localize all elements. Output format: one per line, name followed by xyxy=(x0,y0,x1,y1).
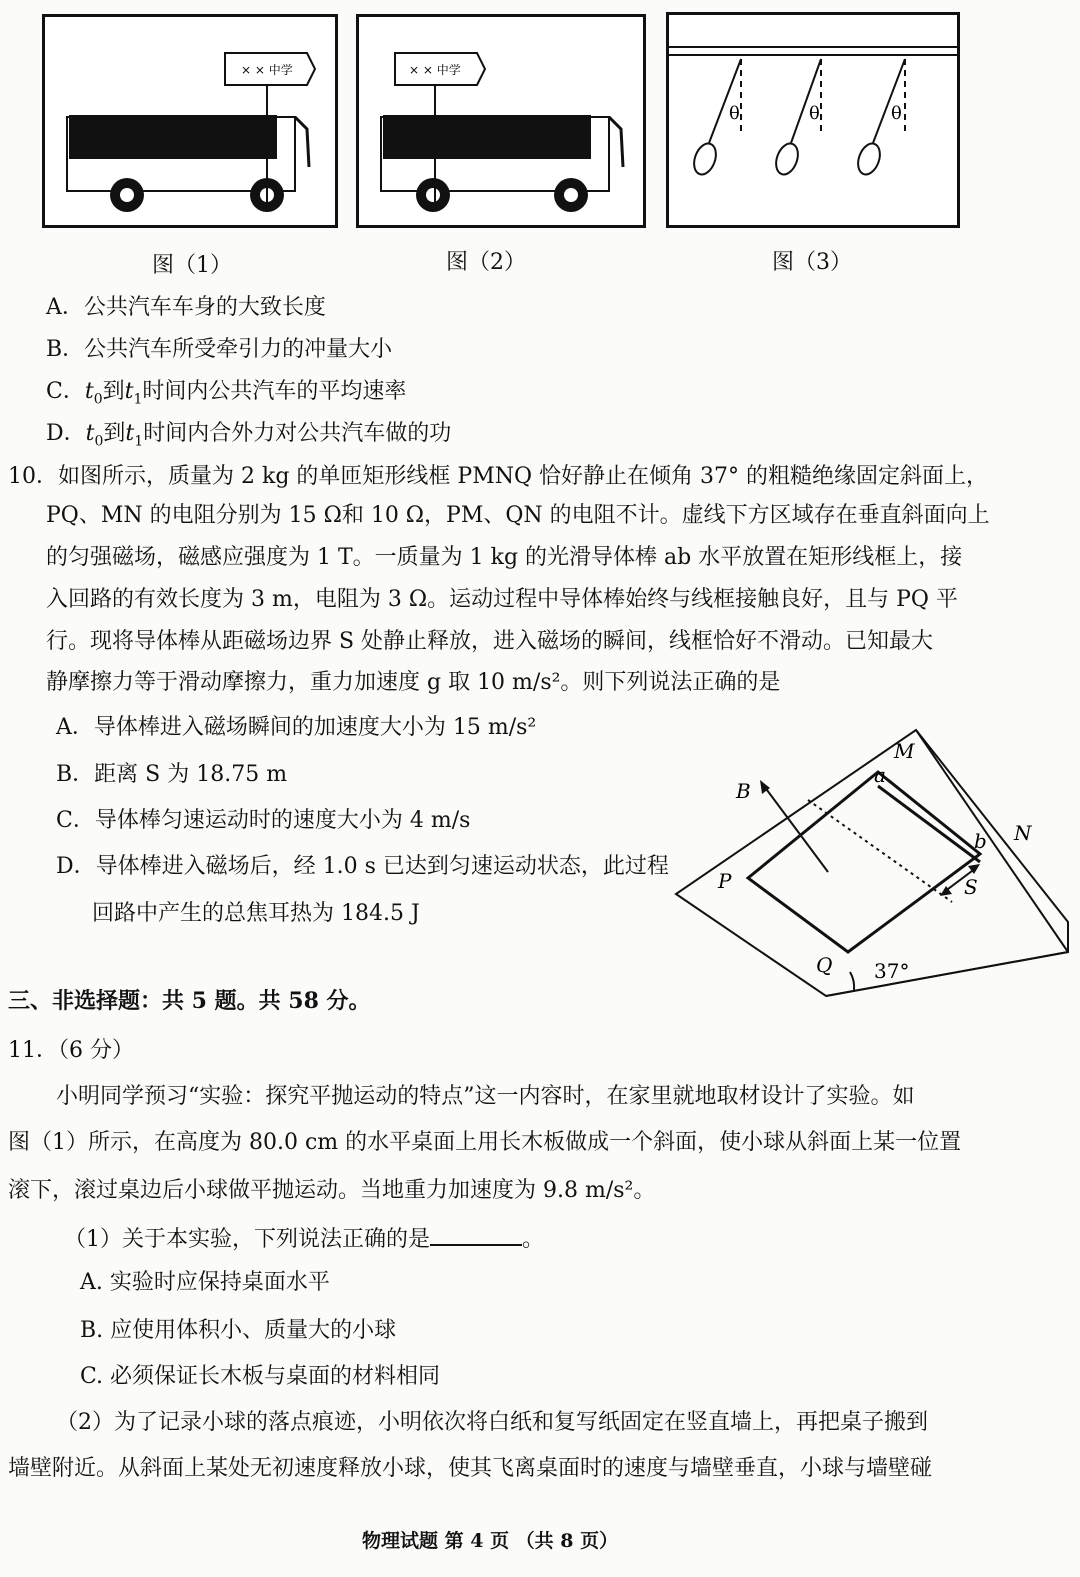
theta-label-3: θ xyxy=(891,103,902,124)
figure-3-caption: 图（3） xyxy=(772,250,852,275)
q11-sub2-line-1: （2）为了记录小球的落点痕迹，小明依次将白纸和复写纸固定在竖直墙上，再把桌子搬到 xyxy=(56,1410,929,1435)
q10-stem-line-6: 静摩擦力等于滑动摩擦力，重力加速度 g 取 10 m/s²。则下列说法正确的是 xyxy=(46,670,781,695)
q10-incline-diagram xyxy=(668,722,1078,1002)
q10-stem-line-1: 10．如图所示，质量为 2 kg 的单匝矩形线框 PMNQ 恰好静止在倾角 37° 的粗糙绝缘固定斜面上， xyxy=(8,464,988,489)
q10-stem-line-2: PQ、MN 的电阻分别为 15 Ω和 10 Ω，PM、QN 的电阻不计。虚线下方区域存在垂直斜面向上 xyxy=(46,503,990,528)
label-b-field: B xyxy=(736,779,751,803)
q10-stem-line-5: 行。现将导体棒从距磁场边界 S 处静止释放，进入磁场的瞬间，线框恰好不滑动。已知最大 xyxy=(46,629,934,654)
figure-1-caption: 图（1） xyxy=(152,253,232,278)
label-q: Q xyxy=(816,953,833,977)
label-angle: 37° xyxy=(874,959,910,983)
q10-option-d-continued: 回路中产生的总焦耳热为 184.5 J xyxy=(92,901,420,926)
label-a: a xyxy=(874,763,886,787)
pendulum-illustration xyxy=(669,15,957,225)
q11-stem-line-1: 小明同学预习“实验：探究平抛运动的特点”这一内容时，在家里就地取材设计了实验。如 xyxy=(56,1084,915,1109)
page-footer: 物理试题 第 4 页 （共 8 页） xyxy=(362,1530,619,1552)
q10-option-a: A．导体棒进入磁场瞬间的加速度大小为 15 m/s² xyxy=(56,715,537,740)
q9-option-d: D．$t_0$到$t_1$时间内合外力对公共汽车做的功 xyxy=(46,421,452,450)
sign-text-1: × × 中学 xyxy=(241,63,293,77)
q11-number: 11．（6 分） xyxy=(8,1038,134,1063)
q11-option-c: C. 必须保证长木板与桌面的材料相同 xyxy=(80,1364,441,1389)
label-p: P xyxy=(718,869,732,893)
sign-text-2: × × 中学 xyxy=(409,63,461,77)
theta-label-1: θ xyxy=(729,103,740,124)
bus-illustration-2 xyxy=(359,17,643,225)
label-m: M xyxy=(894,739,915,763)
q10-number: 10． xyxy=(8,464,58,489)
q10-stem-line-4: 入回路的有效长度为 3 m，电阻为 3 Ω。运动过程中导体棒始终与线框接触良好，且与 PQ 平 xyxy=(46,587,958,612)
label-b: b xyxy=(974,829,987,853)
figure-2-caption: 图（2） xyxy=(446,250,526,275)
theta-label-2: θ xyxy=(809,103,820,124)
q10-option-c: C．导体棒匀速运动时的速度大小为 4 m/s xyxy=(56,808,471,833)
answer-blank xyxy=(430,1224,522,1246)
label-s: S xyxy=(964,875,978,899)
q9-option-c: C．$t_0$到$t_1$时间内公共汽车的平均速率 xyxy=(46,379,407,408)
q9-option-b: B．公共汽车所受牵引力的冲量大小 xyxy=(46,337,393,362)
q11-stem-line-2: 图（1）所示，在高度为 80.0 cm 的水平桌面上用长木板做成一个斜面，使小球从斜面上某一位置 xyxy=(8,1130,962,1155)
q11-option-a: A. 实验时应保持桌面水平 xyxy=(80,1270,330,1295)
q10-stem-line-3: 的匀强磁场，磁感应强度为 1 T。一质量为 1 kg 的光滑导体棒 ab 水平放置在矩形线框上，接 xyxy=(46,545,963,570)
q11-sub2-line-2: 墙壁附近。从斜面上某处无初速度释放小球，使其飞离桌面时的速度与墙壁垂直，小球与墙壁碰 xyxy=(8,1456,933,1481)
figure-1-box xyxy=(42,14,338,228)
q9-option-a: A．公共汽车车身的大致长度 xyxy=(46,295,326,320)
figure-2-box xyxy=(356,14,646,228)
figure-3-box xyxy=(666,12,960,228)
section-3-title: 三、非选择题：共 5 题。共 58 分。 xyxy=(8,988,371,1014)
label-n: N xyxy=(1014,821,1032,845)
q11-stem-line-3: 滚下，滚过桌边后小球做平抛运动。当地重力加速度为 9.8 m/s²。 xyxy=(8,1178,656,1203)
q10-option-d: D．导体棒进入磁场后，经 1.0 s 已达到匀速运动状态，此过程 xyxy=(56,854,669,879)
q11-option-b: B. 应使用体积小、质量大的小球 xyxy=(80,1318,397,1343)
bus-illustration-1 xyxy=(45,17,335,225)
q10-option-b: B．距离 S 为 18.75 m xyxy=(56,762,288,787)
q11-sub1: （1）关于本实验，下列说法正确的是 。 xyxy=(64,1224,544,1253)
